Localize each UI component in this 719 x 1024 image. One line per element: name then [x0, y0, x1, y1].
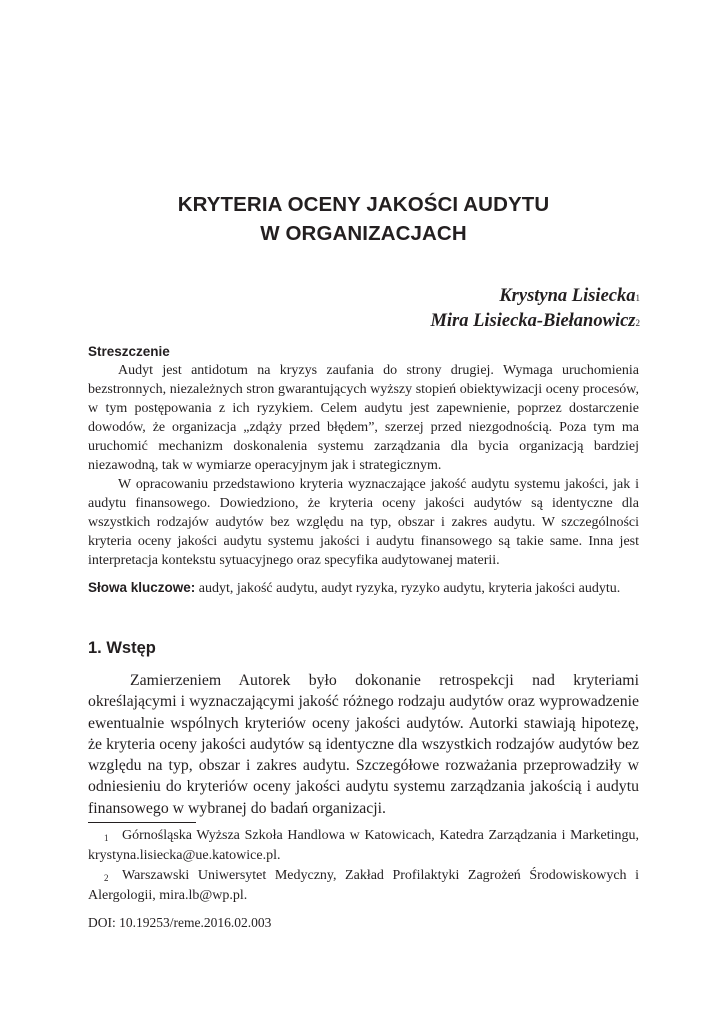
title-line-2: W ORGANIZACJACH [260, 222, 467, 245]
abstract-paragraph-1: Audyt jest antidotum na kryzys zaufania do strony drugiej. Wymaga uruchomienia bezstronnych, niezależnych stron gwarantujących wyższy stopień obiektywizacji oceny procesów, w tym postępowania z ich ryzykiem. Celem audytu jest zapewnienie, poprzez dostarczenie dowodów, że organizacja „zdąży przed błędem”, szerzej przed niezgodnością. Poza tym ma uruchomić mechanizm doskonalenia systemu zarządzania dla bycia organizacją bardziej niezawodną, tak w wymiarze operacyjnym jak i strategicznym. [88, 363, 639, 473]
footnote-2 [88, 866, 639, 906]
keywords-label: Słowa kluczowe: [88, 580, 196, 595]
body-paragraph: Zamierzeniem Autorek było dokonanie retrospekcji nad kryteriami określającymi i wyznaczającymi jakość różnego rodzaju audytów oraz wyprowadzenie ewentualnie wspólnych kryteriów oceny jakości audytów. Autorki stawiają hipotezę, że kryteria oceny jakości audytów są identyczne dla wszystkich rodzajów audytów bez względu na typ, obszar i zakres audytu. Szczegółowe rozważania przeprowadziły w odniesieniu do kryteriów oceny jakości audytu systemu zarządzania jakością i audytu finansowego w wybranej do badań organizacji. [88, 672, 639, 817]
author-name: Mira Lisiecka-Biełanowicz [430, 311, 636, 331]
author-footnote-mark: 1 [635, 293, 640, 303]
abstract-heading: Streszczenie [88, 344, 170, 359]
footnote-divider [88, 822, 196, 823]
author-footnote-mark: 2 [635, 318, 640, 328]
author-1 [430, 284, 640, 309]
footnote-text: Górnośląska Wyższa Szkoła Handlowa w Katowicach, Katedra Zarządzania i Marketingu, krystyna.lisiecka@ue.katowice.pl. [88, 828, 639, 863]
footnote-number: 2 [104, 873, 109, 883]
doi: DOI: 10.19253/reme.2016.02.003 [88, 915, 272, 930]
footnotes [88, 826, 639, 906]
section-heading: 1. Wstęp [88, 639, 156, 657]
title-line-1: KRYTERIA OCENY JAKOŚCI AUDYTU [177, 193, 550, 216]
article-title [88, 190, 639, 248]
footnote-1 [88, 826, 639, 866]
section-body [88, 670, 639, 819]
author-2 [430, 309, 640, 334]
author-name: Krystyna Lisiecka [499, 286, 636, 306]
keywords-text: audyt, jakość audytu, audyt ryzyka, ryzyko audytu, kryteria jakości audytu. [195, 581, 621, 596]
abstract [88, 361, 639, 570]
abstract-paragraph-2: W opracowaniu przedstawiono kryteria wyznaczające jakość audytu systemu jakości, jak i audytu finansowego. Dowiedziono, że kryteria oceny jakości audytów są identyczne dla wszystkich rodzajów audytów bez względu na typ, obszar i zakres audytu. W szczególności kryteria oceny jakości audytu systemu jakości i audytu finansowego są takie same. Inna jest interpretacja kontekstu sytuacyjnego oraz specyfika audytowanej materii. [88, 477, 639, 568]
author-list [430, 284, 640, 334]
footnote-text: Warszawski Uniwersytet Medyczny, Zakład Profilaktyki Zagrożeń Środowiskowych i Alergologii, mira.lb@wp.pl. [88, 868, 639, 903]
footnote-number: 1 [104, 833, 109, 843]
keywords [88, 578, 639, 598]
